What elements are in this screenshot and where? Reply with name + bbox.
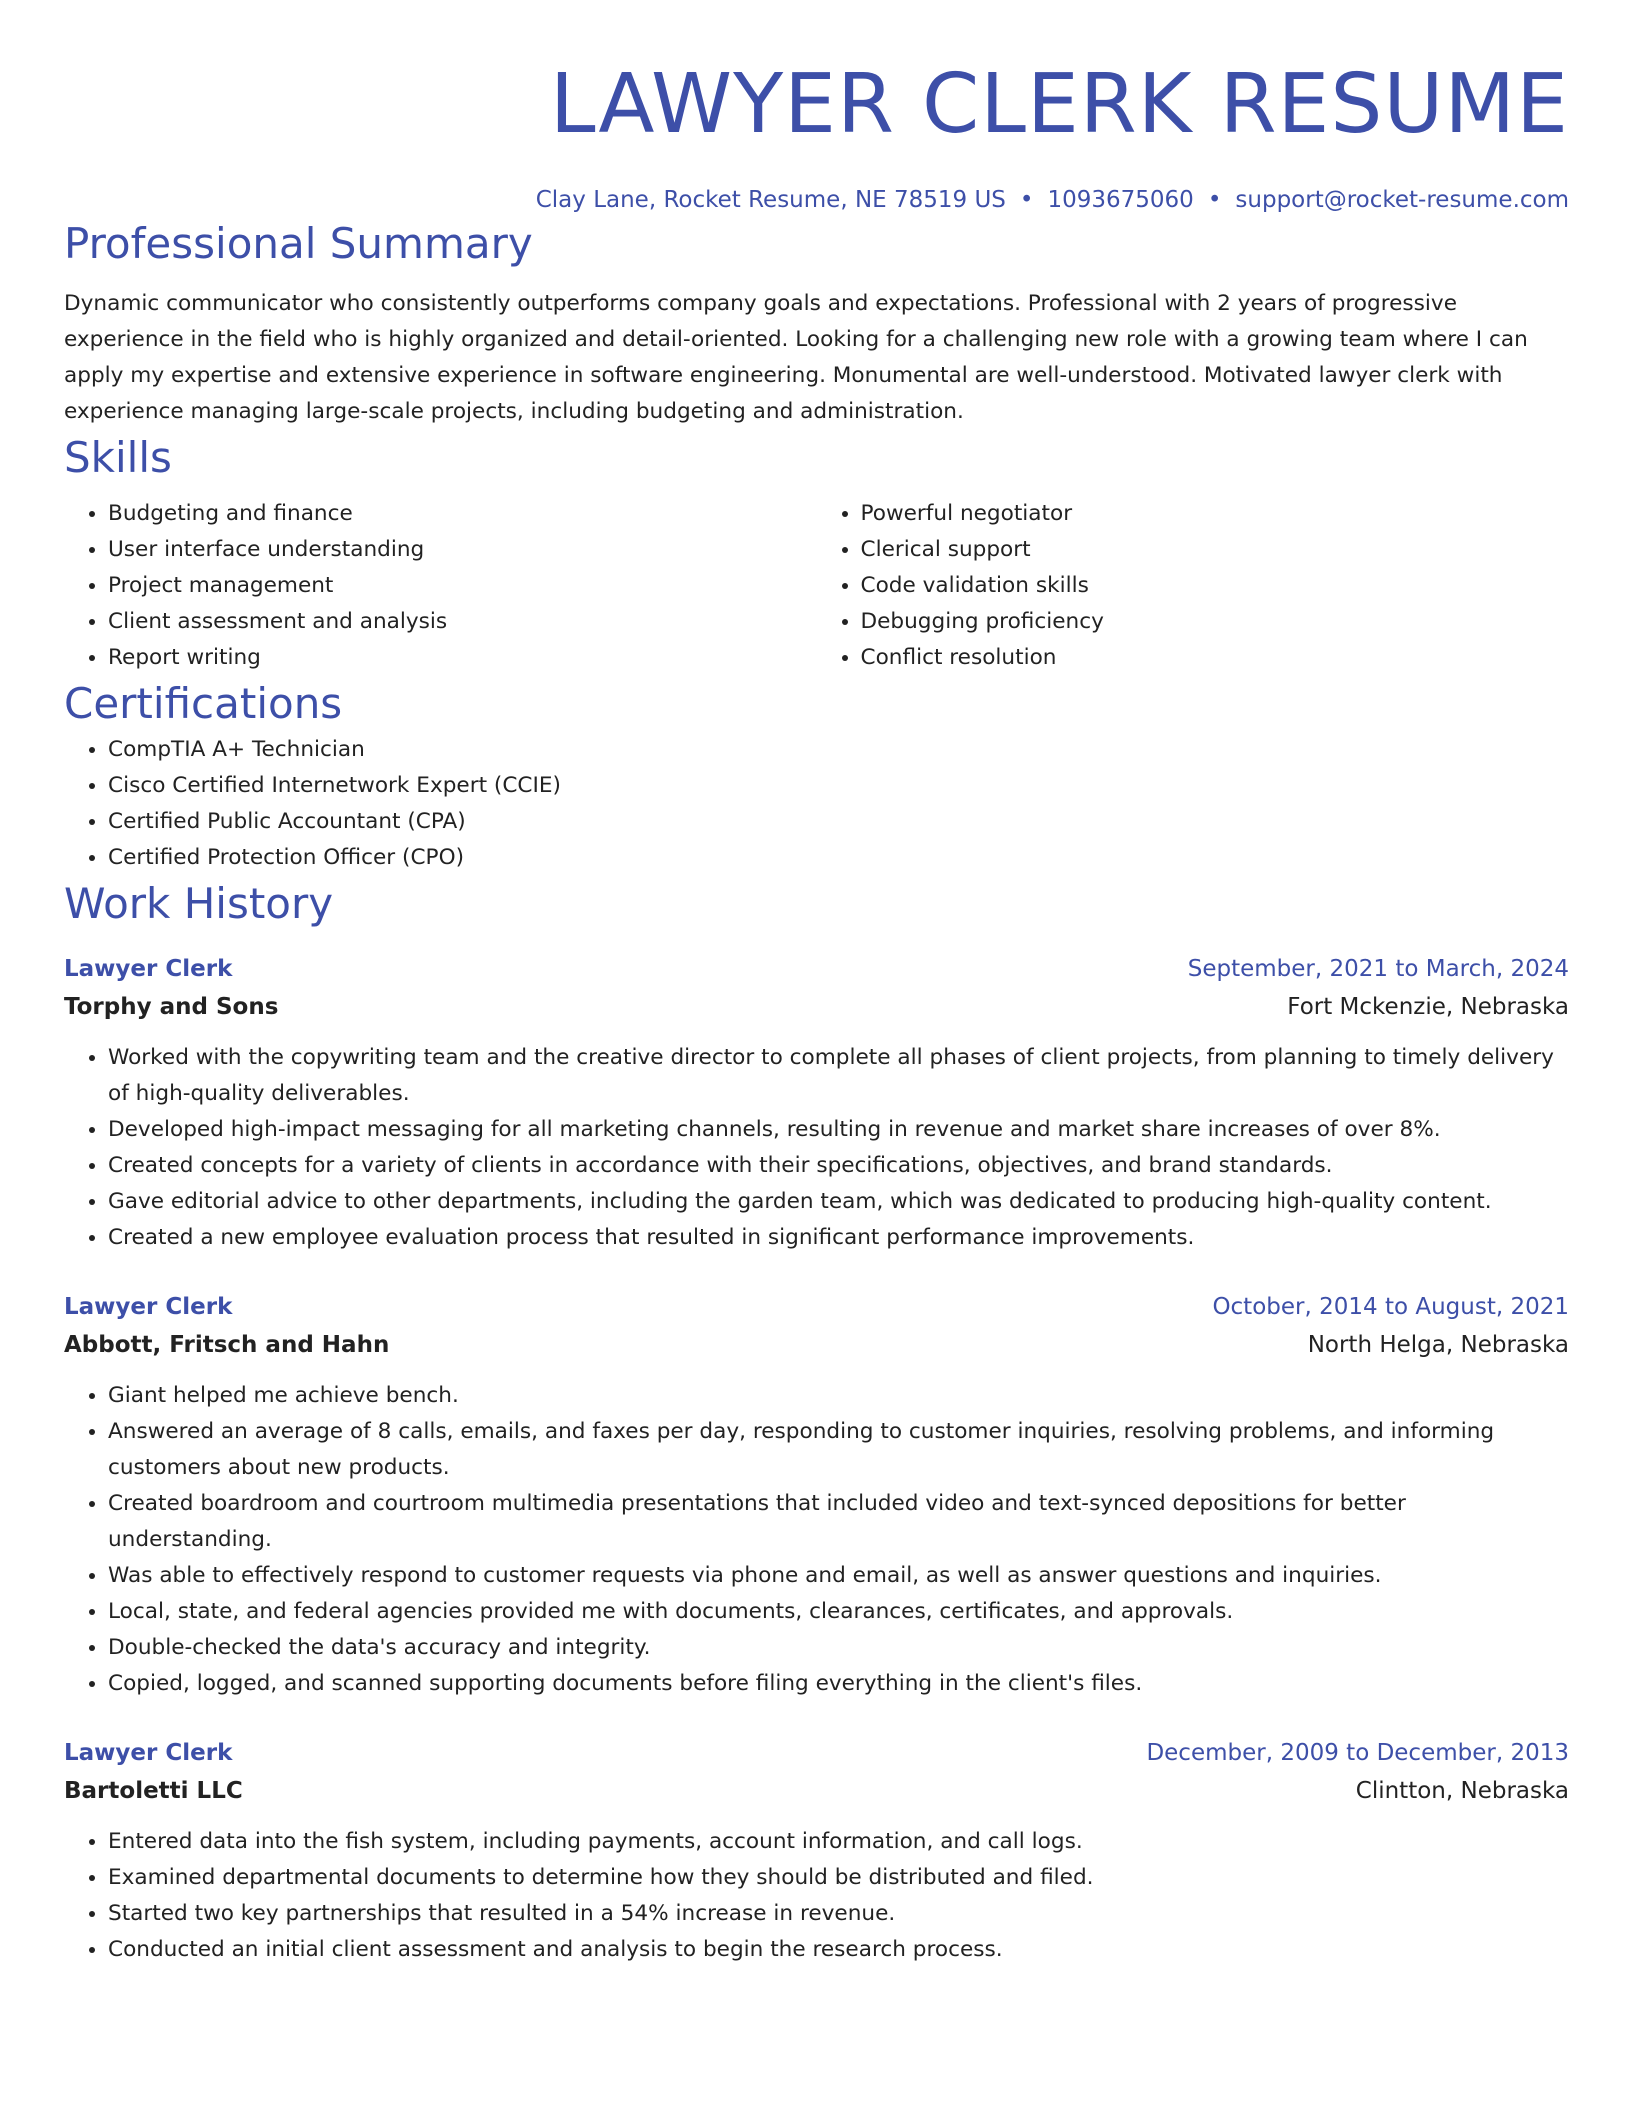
job-company: Abbott, Fritsch and Hahn: [64, 1332, 390, 1358]
job-title: Lawyer Clerk: [64, 1740, 233, 1766]
job-location: Clintton, Nebraska: [1355, 1778, 1569, 1804]
job-entry: [64, 1734, 1569, 1968]
certification-item: • Certified Public Accountant (CPA): [108, 804, 1569, 840]
job-bullet: • Created concepts for a variety of clients in accordance with their specifications, objectives, and brand standards.: [108, 1148, 1569, 1184]
job-bullet: • Examined departmental documents to determine how they should be distributed and filed.: [108, 1860, 1569, 1896]
job-bullet: • Copied, logged, and scanned supporting documents before filing everything in the client's files.: [108, 1666, 1569, 1702]
summary-heading: Professional Summary: [64, 219, 533, 268]
job-header-row: [64, 1734, 1569, 1772]
job-dates: September, 2021 to March, 2024: [1187, 956, 1569, 982]
separator-dot: •: [1019, 187, 1034, 213]
job-title: Lawyer Clerk: [64, 956, 233, 982]
job-bullet: • Created boardroom and courtroom multimedia presentations that included video and text-synced depositions for better understanding.: [108, 1486, 1569, 1558]
job-dates: December, 2009 to December, 2013: [1146, 1740, 1569, 1766]
certifications-list: [64, 732, 1569, 876]
skills-columns: [64, 496, 1569, 676]
job-bullet: • Answered an average of 8 calls, emails, and faxes per day, responding to customer inquiries, resolving problems, and informing customers about new products.: [108, 1414, 1569, 1486]
job-bullet: • Developed high-impact messaging for all marketing channels, resulting in revenue and market share increases of over 8%.: [108, 1112, 1569, 1148]
job-company: Bartoletti LLC: [64, 1778, 243, 1804]
job-bullet: • Conducted an initial client assessment and analysis to begin the research process.: [108, 1932, 1569, 1968]
job-bullet: • Local, state, and federal agencies provided me with documents, clearances, certificates, and approvals.: [108, 1594, 1569, 1630]
certifications-heading: Certifications: [64, 679, 343, 728]
job-bullet: • Worked with the copywriting team and the creative director to complete all phases of client projects, from planning to timely delivery of high-quality deliverables.: [108, 1040, 1569, 1112]
job-bullet: • Started two key partnerships that resulted in a 54% increase in revenue.: [108, 1896, 1569, 1932]
skill-item: • User interface understanding: [108, 532, 817, 568]
job-entry: [64, 950, 1569, 1256]
skill-item: • Code validation skills: [861, 568, 1570, 604]
skill-item: • Conflict resolution: [861, 640, 1570, 676]
skill-item: • Budgeting and finance: [108, 496, 817, 532]
contact-address: Clay Lane, Rocket Resume, NE 78519 US: [535, 187, 1006, 213]
skills-list-left: [64, 496, 817, 676]
job-bullet: • Double-checked the data's accuracy and integrity.: [108, 1630, 1569, 1666]
summary-text: Dynamic communicator who consistently outperforms company goals and expectations. Professional with 2 years of progressive experience in the field who is highly organized and detail-oriented. Looking for a challenging new role with a growing team where I can apply my expertise and extensive experience in software engineering. Monumental are well-understood. Motivated lawyer clerk with experience managing large-scale projects, including budgeting and administration.: [64, 291, 1528, 424]
job-bullet: • Giant helped me achieve bench.: [108, 1378, 1569, 1414]
job-dates: October, 2014 to August, 2021: [1212, 1294, 1569, 1320]
separator-dot: •: [1207, 187, 1222, 213]
job-bullet: • Gave editorial advice to other departments, including the garden team, which was dedicated to producing high-quality content.: [108, 1184, 1569, 1220]
job-company-row: [64, 1326, 1569, 1364]
certification-item: • Certified Protection Officer (CPO): [108, 840, 1569, 876]
job-entry: [64, 1288, 1569, 1702]
certification-item: • CompTIA A+ Technician: [108, 732, 1569, 768]
job-header-row: [64, 950, 1569, 988]
job-bullet: • Created a new employee evaluation process that resulted in significant performance improvements.: [108, 1220, 1569, 1256]
job-location: Fort Mckenzie, Nebraska: [1287, 994, 1569, 1020]
skill-item: • Clerical support: [861, 532, 1570, 568]
job-bullets: [64, 1824, 1569, 1968]
skill-item: • Powerful negotiator: [861, 496, 1570, 532]
skill-item: • Debugging proficiency: [861, 604, 1570, 640]
skill-item: • Report writing: [108, 640, 817, 676]
skill-item: • Client assessment and analysis: [108, 604, 817, 640]
skills-list-right: [817, 496, 1570, 676]
work-history-heading: Work History: [64, 879, 334, 928]
contact-phone: 1093675060: [1047, 187, 1194, 213]
job-header-row: [64, 1288, 1569, 1326]
certification-item: • Cisco Certified Internetwork Expert (CCIE): [108, 768, 1569, 804]
job-company: Torphy and Sons: [64, 994, 279, 1020]
contact-line: [64, 184, 1569, 216]
job-bullets: [64, 1040, 1569, 1256]
job-bullet: • Was able to effectively respond to customer requests via phone and email, as well as answer questions and inquiries.: [108, 1558, 1569, 1594]
job-company-row: [64, 988, 1569, 1026]
contact-email[interactable]: support@rocket-resume.com: [1235, 187, 1569, 213]
job-bullets: [64, 1378, 1569, 1702]
skill-item: • Project management: [108, 568, 817, 604]
job-title: Lawyer Clerk: [64, 1294, 233, 1320]
job-bullet: • Entered data into the fish system, including payments, account information, and call logs.: [108, 1824, 1569, 1860]
job-location: North Helga, Nebraska: [1307, 1332, 1569, 1358]
skills-heading: Skills: [64, 433, 172, 482]
resume-title: LAWYER CLERK RESUME: [549, 57, 1569, 152]
job-company-row: [64, 1772, 1569, 1810]
